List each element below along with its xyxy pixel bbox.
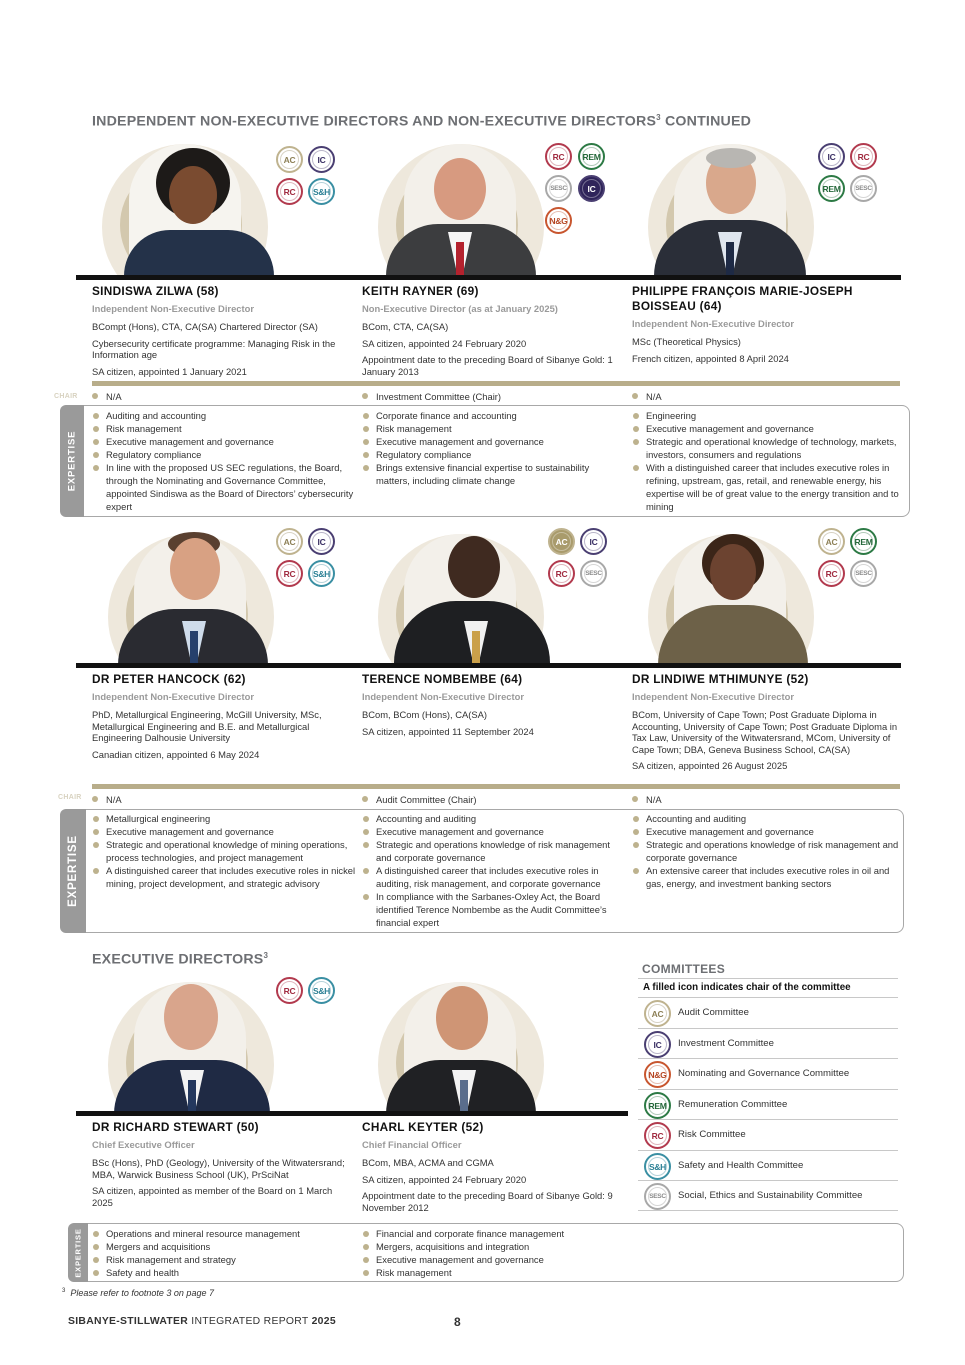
director-prior-appointment: Appointment date to the preceding Board of Sibanye Gold: 1 January 2013 xyxy=(362,354,613,377)
director-qualifications: BCom, MBA, ACMA and CGMA xyxy=(362,1157,494,1168)
sh-committee-icon: S&H xyxy=(644,1153,671,1180)
director-qualifications: BCom, BCom (Hons), CA(SA) xyxy=(362,709,488,720)
divider-bar xyxy=(76,275,901,280)
rem-committee-icon: REM xyxy=(644,1092,671,1119)
director-role: Chief Financial Officer xyxy=(362,1139,462,1150)
sh-committee-icon: S&H xyxy=(308,560,335,587)
divider-bar xyxy=(76,1111,628,1116)
director-qualifications: BCompt (Hons), CTA, CA(SA) Chartered Director (SA) xyxy=(92,321,318,332)
ic-committee-icon: IC xyxy=(308,146,335,173)
expertise-list-hancock: Metallurgical engineering Executive management and governance Strategic and operational knowledge of mining operations, process technologies, and project management A distinguished career that includes executive roles in nickel mining, project development, and strategic advisory xyxy=(92,812,356,890)
expertise-list-nombembe: Accounting and auditing Executive management and governance Strategic and operations knowledge of risk management and corporate governance A distinguished career that includes executive roles in auditing, risk management, and corporate governance In compliance with the Sarbanes-Oxley Act, the Board identified Terence Nombembe as the Audit Committee’s financial expert xyxy=(362,812,624,929)
director-role: Independent Non-Executive Director xyxy=(632,691,795,702)
legend-row-ng: N&G Nominating and Governance Committee xyxy=(638,1058,898,1088)
legend-row-rem: REM Remuneration Committee xyxy=(638,1089,898,1119)
portrait-keith-rayner xyxy=(370,138,550,276)
director-card-boisseau xyxy=(632,284,900,364)
sesc-committee-icon: SESC xyxy=(545,175,572,202)
ic-committee-icon: IC xyxy=(580,528,607,555)
rc-committee-icon: RC xyxy=(545,143,572,170)
director-role: Independent Non-Executive Director xyxy=(92,303,255,314)
chair-value: Audit Committee (Chair) xyxy=(362,794,477,805)
director-qualifications: BCom, University of Cape Town; Post Graduate Diploma in Accounting, University of Cape Town; Post Graduate Diploma in Tax Law, University of the Witwatersrand, MCom, University of Cape Town; DBA, Geneva Business School, CA(SA) xyxy=(632,709,898,755)
portrait-terence-nombembe xyxy=(370,528,550,665)
expertise-tab: EXPERTISE xyxy=(60,405,84,517)
director-citizenship: French citizen, appointed 8 April 2024 xyxy=(632,352,789,364)
director-qualifications: BSc (Hons), PhD (Geology), University of the Witwatersrand; MBA, Warwick Business School (UK), PrSciNat xyxy=(92,1157,345,1180)
chair-label: CHAIR xyxy=(58,794,82,801)
director-citizenship: SA citizen, appointed 24 February 2020 xyxy=(362,337,527,349)
gold-divider xyxy=(92,381,900,386)
director-name: DR RICHARD STEWART (50) xyxy=(92,1120,259,1134)
chair-value: N/A xyxy=(92,794,122,805)
rc-committee-icon: RC xyxy=(818,560,845,587)
ic-committee-chair-icon: IC xyxy=(578,175,605,202)
ac-committee-icon: AC xyxy=(276,528,303,555)
director-role: Independent Non-Executive Director xyxy=(362,691,525,702)
ac-committee-icon: AC xyxy=(276,146,303,173)
director-role: Non-Executive Director (as at January 2025) xyxy=(362,303,558,314)
legend-row-sesc: SESC Social, Ethics and Sustainability Committee xyxy=(638,1180,898,1210)
sh-committee-icon: S&H xyxy=(308,178,335,205)
director-certificate: Cybersecurity certificate programme: Managing Risk in the Information age xyxy=(92,337,336,361)
legend-row-ic: IC Investment Committee xyxy=(638,1028,898,1058)
ic-committee-icon: IC xyxy=(308,528,335,555)
committees-legend-title: COMMITTEES xyxy=(642,962,725,976)
expertise-list-stewart: Operations and mineral resource management Mergers and acquisitions Risk management and strategy Safety and health xyxy=(92,1227,356,1279)
section-title: INDEPENDENT NON-EXECUTIVE DIRECTORS AND NON-EXECUTIVE DIRECTORS$^3$ CONTINUED xyxy=(92,113,752,130)
exec-section-title: EXECUTIVE DIRECTORS$^3$ xyxy=(92,951,269,968)
portrait-lindiwe-mthimunye xyxy=(640,528,820,665)
expertise-list-mthimunye: Accounting and auditing Executive management and governance Strategic and operations knowledge of risk management and corporate governance An extensive career that includes executive roles in oil and gas, energy, and investment banking sectors xyxy=(632,812,900,890)
ic-committee-icon: IC xyxy=(818,143,845,170)
director-name: PHILIPPE FRANÇOIS MARIE-JOSEPH BOISSEAU (64) xyxy=(632,284,853,313)
director-role: Chief Executive Officer xyxy=(92,1139,195,1150)
rc-committee-icon: RC xyxy=(850,143,877,170)
director-qualifications: MSc (Theoretical Physics) xyxy=(632,336,741,347)
expertise-tab: EXPERTISE xyxy=(68,1223,88,1282)
director-citizenship: SA citizen, appointed 24 February 2020 xyxy=(362,1173,527,1185)
ac-committee-icon: AC xyxy=(818,528,845,555)
divider-bar xyxy=(76,663,901,668)
chair-value: N/A xyxy=(632,794,662,805)
director-citizenship: Canadian citizen, appointed 6 May 2024 xyxy=(92,748,260,760)
chair-value: N/A xyxy=(632,391,662,402)
sh-committee-icon: S&H xyxy=(308,977,335,1004)
rc-committee-icon: RC xyxy=(548,560,575,587)
portrait-richard-stewart xyxy=(100,976,280,1114)
director-citizenship: SA citizen, appointed 26 August 2025 xyxy=(632,760,788,772)
legend-row-ac: AC Audit Committee xyxy=(638,997,898,1027)
legend-row-sh: S&H Safety and Health Committee xyxy=(638,1150,898,1180)
legend-divider xyxy=(638,978,898,979)
ng-committee-icon: N&G xyxy=(644,1061,671,1088)
director-name: DR PETER HANCOCK (62) xyxy=(92,672,246,686)
portrait-philippe-boisseau xyxy=(640,138,820,276)
sesc-committee-icon: SESC xyxy=(580,560,607,587)
director-qualifications: BCom, CTA, CA(SA) xyxy=(362,321,449,332)
exec-card-stewart xyxy=(92,1120,354,1208)
director-name: CHARL KEYTER (52) xyxy=(362,1120,484,1134)
report-footer: SIBANYE-STILLWATER INTEGRATED REPORT 2025 xyxy=(68,1316,336,1327)
committees-legend-note: A filled icon indicates chair of the committee xyxy=(643,982,851,993)
director-role: Independent Non-Executive Director xyxy=(92,691,255,702)
ng-committee-icon: N&G xyxy=(545,207,572,234)
director-citizenship: SA citizen, appointed 11 September 2024 xyxy=(362,725,534,737)
portrait-peter-hancock xyxy=(100,528,280,665)
page-number: 8 xyxy=(454,1315,461,1329)
director-card-hancock xyxy=(92,672,358,760)
director-citizenship: SA citizen, appointed 1 January 2021 xyxy=(92,365,247,377)
portrait-sindiswa-zilwa xyxy=(90,138,280,276)
ac-committee-icon: AC xyxy=(644,1000,671,1027)
expertise-tab: EXPERTISE xyxy=(60,809,86,933)
chair-value: Investment Committee (Chair) xyxy=(362,391,501,402)
director-card-rayner xyxy=(362,284,624,377)
director-card-zilwa xyxy=(92,284,358,377)
director-name: KEITH RAYNER (69) xyxy=(362,284,479,298)
rc-committee-icon: RC xyxy=(276,560,303,587)
director-qualifications: PhD, Metallurgical Engineering, McGill University, MSc, Metallurgical Engineering and B.E. and Metallurgical Engineering Dalhousie University xyxy=(92,709,322,744)
rem-committee-icon: REM xyxy=(818,175,845,202)
sesc-committee-icon: SESC xyxy=(644,1183,671,1210)
legend-divider xyxy=(638,1210,898,1211)
rem-committee-icon: REM xyxy=(578,143,605,170)
director-name: TERENCE NOMBEMBE (64) xyxy=(362,672,523,686)
ic-committee-icon: IC xyxy=(644,1031,671,1058)
director-name: SINDISWA ZILWA (58) xyxy=(92,284,219,298)
chair-value: N/A xyxy=(92,391,122,402)
director-role: Independent Non-Executive Director xyxy=(632,318,795,329)
expertise-list-rayner: Corporate finance and accounting Risk management Executive management and governance Regulatory compliance Brings extensive financial expertise to sustainability matters, including climate change xyxy=(362,409,624,487)
ac-committee-chair-icon: AC xyxy=(548,528,575,555)
director-name: DR LINDIWE MTHIMUNYE (52) xyxy=(632,672,809,686)
director-citizenship: SA citizen, appointed as member of the Board on 1 March 2025 xyxy=(92,1185,333,1208)
director-prior-appointment: Appointment date to the preceding Board of Sibanye Gold: 9 November 2012 xyxy=(362,1190,613,1213)
chair-label: CHAIR xyxy=(54,393,78,400)
rc-committee-icon: RC xyxy=(276,977,303,1004)
portrait-charl-keyter xyxy=(370,976,550,1114)
sesc-committee-icon: SESC xyxy=(850,175,877,202)
expertise-list-zilwa: Auditing and accounting Risk management Executive management and governance Regulatory compliance In line with the proposed US SEC regulations, the Board, through the Nominating and Governance Committee, appointed Sindiswa as the Board of Directors’ cybersecurity expert xyxy=(92,409,356,513)
expertise-list-boisseau: Engineering Executive management and governance Strategic and operational knowledge of technology, markets, investors, consumers and regulations With a distinguished career that includes executive roles in refining, upstream, gas, retail, and renewable energy, his expertise will be of great value to the energy transition and to mining xyxy=(632,409,900,513)
rc-committee-icon: RC xyxy=(276,178,303,205)
footnote: $^3$ Please refer to footnote 3 on page 7 xyxy=(62,1288,214,1298)
gold-divider xyxy=(92,784,900,789)
director-card-nombembe xyxy=(362,672,624,737)
exec-card-keyter xyxy=(362,1120,624,1213)
rem-committee-icon: REM xyxy=(850,528,877,555)
expertise-list-keyter: Financial and corporate finance management Mergers, acquisitions and integration Executive management and governance Risk management xyxy=(362,1227,624,1279)
sesc-committee-icon: SESC xyxy=(850,560,877,587)
director-card-mthimunye xyxy=(632,672,900,772)
rc-committee-icon: RC xyxy=(644,1122,671,1149)
legend-row-rc: RC Risk Committee xyxy=(638,1119,898,1149)
